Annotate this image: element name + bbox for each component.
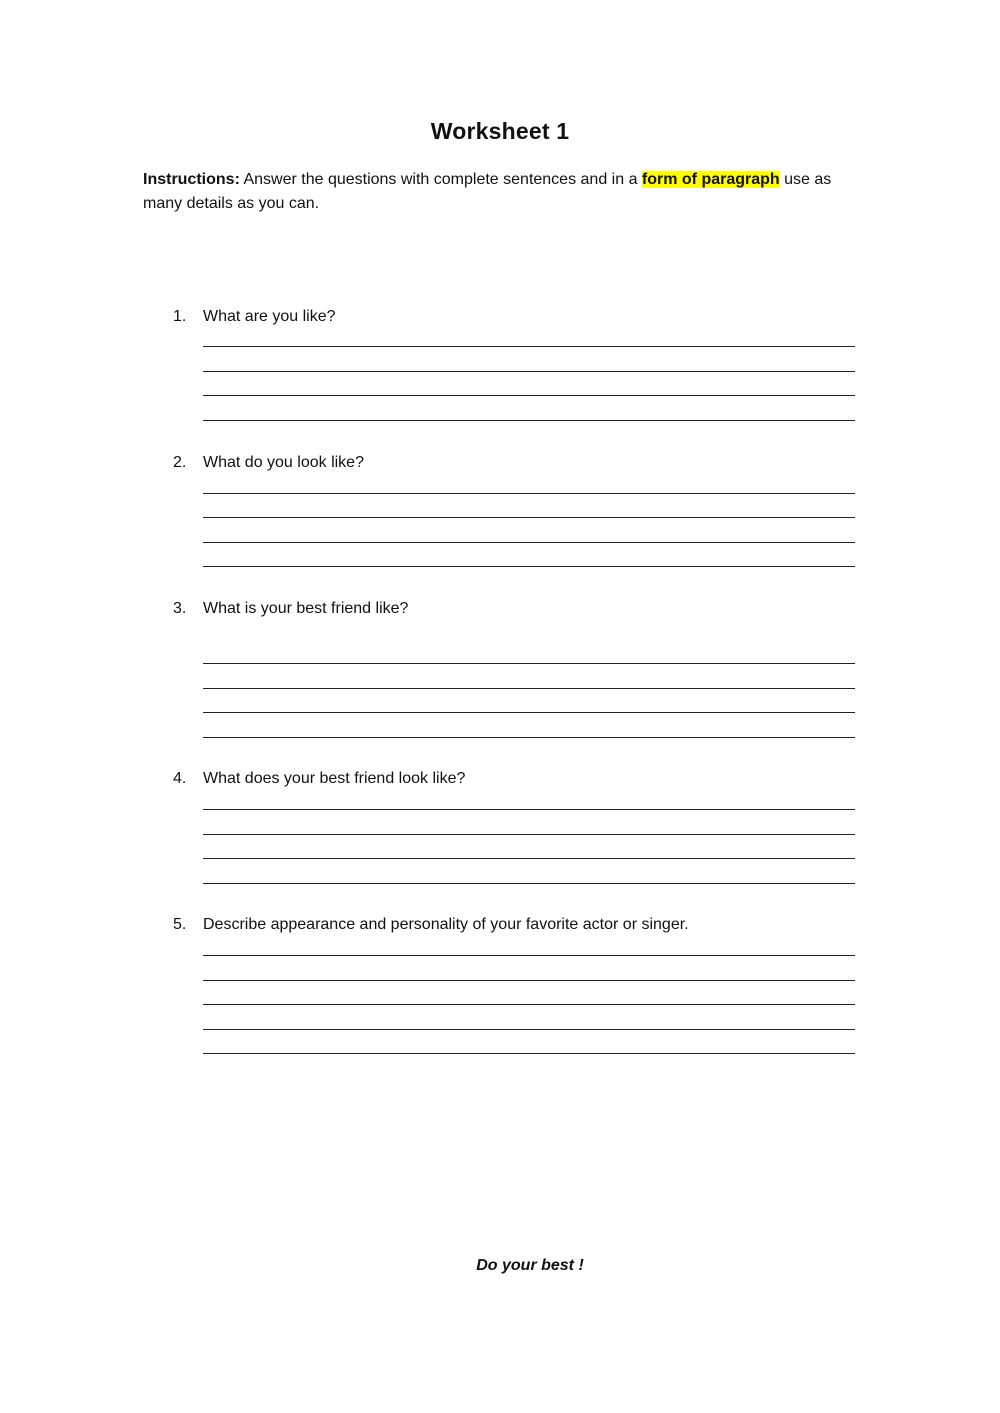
answer-line[interactable] — [203, 712, 855, 713]
instructions-label: Instructions: — [143, 171, 240, 188]
answer-line[interactable] — [203, 420, 855, 421]
answer-line[interactable] — [203, 542, 855, 543]
answer-line[interactable] — [203, 1053, 855, 1054]
answer-line[interactable] — [203, 834, 855, 835]
answer-line[interactable] — [203, 688, 855, 689]
answer-line[interactable] — [203, 955, 855, 956]
question-2 — [173, 453, 873, 473]
instructions-text-after: use as many details as you can. — [143, 171, 832, 212]
question-5 — [173, 915, 873, 935]
question-number: 5. — [173, 916, 187, 933]
question-text: What do you look like? — [203, 454, 364, 471]
answer-line[interactable] — [203, 1004, 855, 1005]
question-number: 3. — [173, 600, 187, 617]
instructions-text-before: Answer the questions with complete sentences and in a — [239, 171, 642, 188]
answer-line[interactable] — [203, 346, 855, 347]
question-number: 1. — [173, 308, 187, 325]
answer-line[interactable] — [203, 980, 855, 981]
instructions — [143, 168, 859, 216]
instructions-highlight: form of paragraph — [641, 171, 780, 188]
answer-line[interactable] — [203, 566, 855, 567]
question-4 — [173, 769, 873, 789]
question-text: What is your best friend like? — [203, 600, 409, 617]
answer-line[interactable] — [203, 371, 855, 372]
answer-line[interactable] — [203, 1029, 855, 1030]
question-number: 4. — [173, 770, 187, 787]
question-3 — [173, 599, 873, 619]
answer-line[interactable] — [203, 883, 855, 884]
answer-line[interactable] — [203, 517, 855, 518]
question-text: What does your best friend look like? — [203, 770, 466, 787]
answer-line[interactable] — [203, 858, 855, 859]
answer-line[interactable] — [203, 663, 855, 664]
answer-line[interactable] — [203, 809, 855, 810]
footer-note: Do your best ! — [476, 1257, 584, 1274]
answer-line[interactable] — [203, 493, 855, 494]
question-text: What are you like? — [203, 308, 336, 325]
question-1 — [173, 307, 873, 327]
question-text: Describe appearance and personality of your favorite actor or singer. — [203, 916, 689, 933]
answer-line[interactable] — [203, 737, 855, 738]
question-number: 2. — [173, 454, 187, 471]
page-title: Worksheet 1 — [430, 118, 570, 144]
answer-line[interactable] — [203, 395, 855, 396]
